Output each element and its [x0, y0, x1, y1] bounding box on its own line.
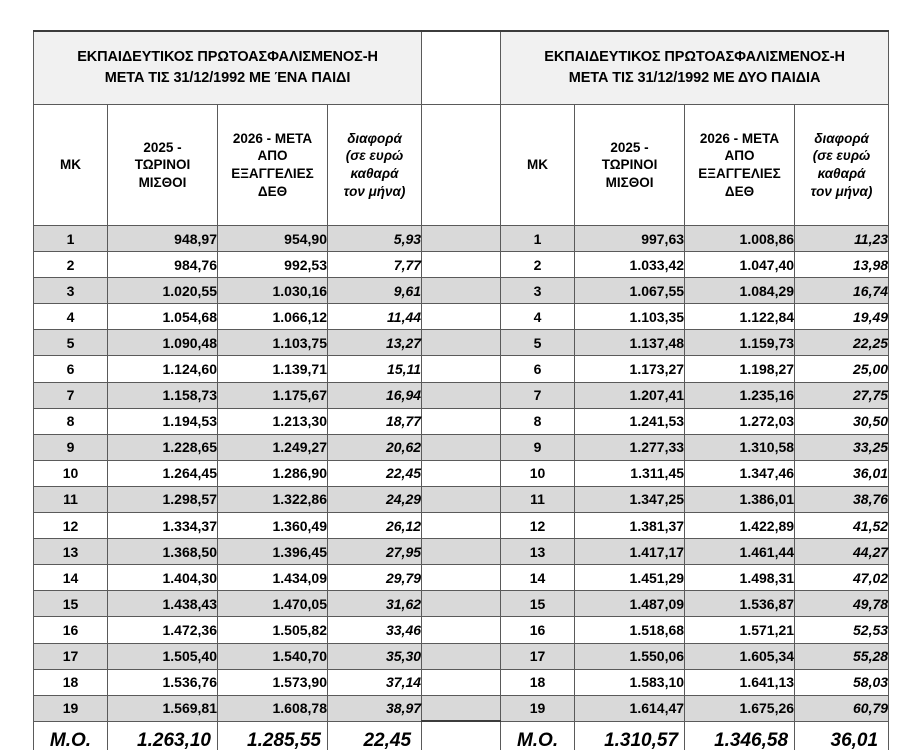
column-header-row — [34, 105, 889, 226]
cell-left-current: 1.368,50 — [108, 539, 218, 565]
spacer-cell — [422, 252, 501, 278]
cell-right-new: 1.571,21 — [685, 617, 795, 643]
colheader-left-new-line3: ΕΞΑΓΓΕΛΙΕΣ — [231, 166, 314, 181]
cell-left-new: 1.139,71 — [218, 356, 328, 382]
colheader-right-new-line1: 2026 - ΜΕΤΑ — [699, 130, 780, 146]
table-row — [34, 617, 889, 643]
cell-right-new: 1.008,86 — [685, 226, 795, 252]
cell-right-new: 1.422,89 — [685, 513, 795, 539]
cell-left-diff: 37,14 — [328, 669, 422, 695]
table-row — [34, 408, 889, 434]
spacer-cell — [422, 565, 501, 591]
cell-left-new: 1.608,78 — [218, 695, 328, 721]
cell-left-diff: 20,62 — [328, 434, 422, 460]
cell-right-new: 1.641,13 — [685, 669, 795, 695]
colheader-right-diff-line4: τον μήνα) — [810, 183, 873, 199]
cell-right-new: 1.122,84 — [685, 304, 795, 330]
cell-left-mk: 15 — [34, 591, 108, 617]
cell-left-mk: 11 — [34, 486, 108, 512]
cell-left-current: 1.054,68 — [108, 304, 218, 330]
cell-right-new: 1.272,03 — [685, 408, 795, 434]
cell-left-diff: 27,95 — [328, 539, 422, 565]
cell-right-mk: 13 — [501, 539, 575, 565]
table-row — [34, 513, 889, 539]
cell-right-diff: 44,27 — [795, 539, 889, 565]
table-row — [34, 669, 889, 695]
cell-right-current: 1.614,47 — [575, 695, 685, 721]
cell-left-mk: 10 — [34, 460, 108, 486]
cell-left-new: 1.396,45 — [218, 539, 328, 565]
cell-right-diff: 30,50 — [795, 408, 889, 434]
group-title-two-children — [501, 31, 889, 105]
cell-left-new: 1.286,90 — [218, 460, 328, 486]
cell-right-current: 1.103,35 — [575, 304, 685, 330]
table-row — [34, 434, 889, 460]
cell-left-current: 948,97 — [108, 226, 218, 252]
average-left-current: 1.263,10 — [108, 721, 218, 750]
table-row — [34, 695, 889, 721]
cell-left-mk: 18 — [34, 669, 108, 695]
average-right-diff: 36,01 — [795, 721, 889, 750]
colheader-left-new — [218, 105, 328, 226]
spacer-cell — [422, 591, 501, 617]
spacer-cell — [422, 226, 501, 252]
colheader-left-diff-line1: διαφορά — [347, 130, 402, 146]
cell-left-current: 1.124,60 — [108, 356, 218, 382]
cell-left-new: 1.030,16 — [218, 278, 328, 304]
cell-left-new: 1.066,12 — [218, 304, 328, 330]
table-row — [34, 539, 889, 565]
colheader-left-new-line1: 2026 - ΜΕΤΑ — [232, 130, 313, 146]
colheader-right-diff-line1: διαφορά — [814, 130, 869, 146]
cell-left-current: 1.228,65 — [108, 434, 218, 460]
cell-right-mk: 4 — [501, 304, 575, 330]
colheader-left-current-line3: ΜΙΣΘΟΙ — [138, 174, 187, 190]
cell-left-new: 1.249,27 — [218, 434, 328, 460]
table-row — [34, 565, 889, 591]
cell-right-new: 1.084,29 — [685, 278, 795, 304]
cell-right-mk: 19 — [501, 695, 575, 721]
table-row — [34, 460, 889, 486]
table-row — [34, 330, 889, 356]
cell-right-new: 1.347,46 — [685, 460, 795, 486]
cell-right-new: 1.386,01 — [685, 486, 795, 512]
group-title-one-child-line2: ΜΕΤΑ ΤΙΣ 31/12/1992 ΜΕ ΈΝΑ ΠΑΙΔΙ — [104, 70, 351, 86]
cell-right-new: 1.235,16 — [685, 382, 795, 408]
spacer-cell — [422, 695, 501, 721]
spacer-cell — [422, 408, 501, 434]
colheader-right-new — [685, 105, 795, 226]
cell-right-mk: 8 — [501, 408, 575, 434]
cell-right-mk: 7 — [501, 382, 575, 408]
cell-left-diff: 18,77 — [328, 408, 422, 434]
salary-comparison-table — [33, 30, 889, 750]
cell-left-current: 1.090,48 — [108, 330, 218, 356]
table-row — [34, 486, 889, 512]
colheader-right-current-line3: ΜΙΣΘΟΙ — [605, 174, 654, 190]
cell-right-mk: 2 — [501, 252, 575, 278]
cell-right-diff: 33,25 — [795, 434, 889, 460]
spacer-cell — [422, 513, 501, 539]
cell-left-current: 1.264,45 — [108, 460, 218, 486]
colheader-right-current — [575, 105, 685, 226]
cell-left-current: 1.194,53 — [108, 408, 218, 434]
cell-right-diff: 22,25 — [795, 330, 889, 356]
cell-left-diff: 7,77 — [328, 252, 422, 278]
table-row — [34, 356, 889, 382]
spacer-cell — [422, 278, 501, 304]
cell-right-diff: 25,00 — [795, 356, 889, 382]
cell-right-new: 1.675,26 — [685, 695, 795, 721]
cell-left-diff: 38,97 — [328, 695, 422, 721]
colheader-left-current — [108, 105, 218, 226]
spacer-cell — [422, 460, 501, 486]
spacer-cell-colheader — [422, 105, 501, 226]
cell-right-mk: 6 — [501, 356, 575, 382]
cell-right-diff: 19,49 — [795, 304, 889, 330]
cell-left-current: 1.569,81 — [108, 695, 218, 721]
cell-right-mk: 9 — [501, 434, 575, 460]
cell-right-current: 1.347,25 — [575, 486, 685, 512]
cell-right-current: 1.277,33 — [575, 434, 685, 460]
cell-right-current: 1.550,06 — [575, 643, 685, 669]
spacer-cell — [422, 643, 501, 669]
cell-left-mk: 9 — [34, 434, 108, 460]
cell-right-mk: 3 — [501, 278, 575, 304]
table-row — [34, 382, 889, 408]
cell-right-diff: 58,03 — [795, 669, 889, 695]
cell-left-mk: 2 — [34, 252, 108, 278]
cell-left-diff: 11,44 — [328, 304, 422, 330]
cell-left-mk: 14 — [34, 565, 108, 591]
spacer-cell — [422, 486, 501, 512]
cell-left-new: 992,53 — [218, 252, 328, 278]
cell-left-diff: 13,27 — [328, 330, 422, 356]
average-right-current: 1.310,57 — [575, 721, 685, 750]
cell-right-mk: 10 — [501, 460, 575, 486]
cell-left-new: 1.505,82 — [218, 617, 328, 643]
average-left-diff: 22,45 — [328, 721, 422, 750]
table-row — [34, 226, 889, 252]
average-row — [34, 721, 889, 750]
cell-left-current: 984,76 — [108, 252, 218, 278]
colheader-left-diff-line4: τον μήνα) — [343, 183, 406, 199]
cell-right-diff: 47,02 — [795, 565, 889, 591]
cell-left-diff: 5,93 — [328, 226, 422, 252]
cell-left-new: 1.470,05 — [218, 591, 328, 617]
cell-left-diff: 29,79 — [328, 565, 422, 591]
colheader-right-diff-line3: καθαρά — [817, 166, 866, 181]
cell-left-mk: 7 — [34, 382, 108, 408]
cell-left-mk: 17 — [34, 643, 108, 669]
colheader-right-current-line2: ΤΩΡΙΝΟΙ — [601, 157, 658, 173]
spacer-cell-title — [422, 31, 501, 105]
cell-left-current: 1.020,55 — [108, 278, 218, 304]
table-row — [34, 591, 889, 617]
table-row — [34, 278, 889, 304]
cell-left-mk: 13 — [34, 539, 108, 565]
cell-right-new: 1.198,27 — [685, 356, 795, 382]
cell-right-mk: 16 — [501, 617, 575, 643]
group-title-row — [34, 31, 889, 105]
spacer-cell-average — [422, 721, 501, 750]
colheader-left-current-line1: 2025 - — [143, 139, 182, 155]
colheader-right-new-line4: ΔΕΘ — [724, 183, 755, 199]
group-title-two-children-line2: ΜΕΤΑ ΤΙΣ 31/12/1992 ΜΕ ΔΥΟ ΠΑΙΔΙΑ — [568, 70, 821, 86]
cell-left-mk: 16 — [34, 617, 108, 643]
cell-right-current: 997,63 — [575, 226, 685, 252]
cell-right-diff: 38,76 — [795, 486, 889, 512]
colheader-left-current-line2: ΤΩΡΙΝΟΙ — [134, 157, 191, 173]
cell-right-new: 1.461,44 — [685, 539, 795, 565]
average-right-new: 1.346,58 — [685, 721, 795, 750]
cell-right-current: 1.487,09 — [575, 591, 685, 617]
cell-right-mk: 17 — [501, 643, 575, 669]
spacer-cell — [422, 382, 501, 408]
cell-left-new: 954,90 — [218, 226, 328, 252]
cell-left-diff: 15,11 — [328, 356, 422, 382]
cell-right-mk: 15 — [501, 591, 575, 617]
group-title-two-children-line1: ΕΚΠΑΙΔΕΥΤΙΚΟΣ ΠΡΩΤΟΑΣΦΑΛΙΣΜΕΝΟΣ-Η — [544, 48, 845, 65]
cell-right-current: 1.417,17 — [575, 539, 685, 565]
group-title-one-child — [34, 31, 422, 105]
cell-right-new: 1.498,31 — [685, 565, 795, 591]
average-left-label: Μ.Ο. — [34, 721, 108, 750]
cell-right-current: 1.137,48 — [575, 330, 685, 356]
cell-right-new: 1.536,87 — [685, 591, 795, 617]
cell-left-mk: 12 — [34, 513, 108, 539]
average-left-new: 1.285,55 — [218, 721, 328, 750]
cell-right-mk: 1 — [501, 226, 575, 252]
cell-left-current: 1.536,76 — [108, 669, 218, 695]
cell-left-diff: 22,45 — [328, 460, 422, 486]
spacer-cell — [422, 356, 501, 382]
cell-right-mk: 12 — [501, 513, 575, 539]
cell-left-new: 1.573,90 — [218, 669, 328, 695]
cell-right-mk: 14 — [501, 565, 575, 591]
colheader-left-new-line4: ΔΕΘ — [257, 183, 288, 199]
cell-left-diff: 9,61 — [328, 278, 422, 304]
cell-right-mk: 18 — [501, 669, 575, 695]
colheader-right-diff-line2: (σε ευρώ — [812, 148, 871, 164]
cell-left-new: 1.540,70 — [218, 643, 328, 669]
colheader-right-new-line3: ΕΞΑΓΓΕΛΙΕΣ — [698, 166, 781, 181]
cell-left-diff: 26,12 — [328, 513, 422, 539]
spacer-cell — [422, 434, 501, 460]
cell-right-new: 1.605,34 — [685, 643, 795, 669]
spacer-cell — [422, 669, 501, 695]
cell-right-diff: 52,53 — [795, 617, 889, 643]
cell-left-mk: 6 — [34, 356, 108, 382]
cell-left-new: 1.213,30 — [218, 408, 328, 434]
cell-left-mk: 8 — [34, 408, 108, 434]
cell-right-current: 1.311,45 — [575, 460, 685, 486]
cell-left-mk: 4 — [34, 304, 108, 330]
cell-right-current: 1.518,68 — [575, 617, 685, 643]
cell-right-new: 1.159,73 — [685, 330, 795, 356]
cell-left-current: 1.438,43 — [108, 591, 218, 617]
colheader-right-new-line2: ΑΠΟ — [724, 148, 755, 164]
colheader-left-mk: ΜΚ — [34, 105, 108, 226]
cell-right-diff: 60,79 — [795, 695, 889, 721]
cell-right-diff: 11,23 — [795, 226, 889, 252]
cell-left-current: 1.298,57 — [108, 486, 218, 512]
cell-right-current: 1.173,27 — [575, 356, 685, 382]
colheader-left-diff-line2: (σε ευρώ — [345, 148, 404, 164]
cell-left-current: 1.472,36 — [108, 617, 218, 643]
cell-left-mk: 3 — [34, 278, 108, 304]
cell-left-new: 1.175,67 — [218, 382, 328, 408]
cell-right-current: 1.583,10 — [575, 669, 685, 695]
cell-left-mk: 19 — [34, 695, 108, 721]
cell-left-diff: 16,94 — [328, 382, 422, 408]
cell-right-current: 1.207,41 — [575, 382, 685, 408]
spacer-cell — [422, 539, 501, 565]
table-row — [34, 643, 889, 669]
cell-left-mk: 1 — [34, 226, 108, 252]
table-row — [34, 304, 889, 330]
cell-left-current: 1.334,37 — [108, 513, 218, 539]
colheader-left-new-line2: ΑΠΟ — [257, 148, 288, 164]
cell-right-diff: 27,75 — [795, 382, 889, 408]
cell-right-diff: 13,98 — [795, 252, 889, 278]
cell-left-current: 1.158,73 — [108, 382, 218, 408]
table-row — [34, 252, 889, 278]
table-body — [34, 31, 889, 750]
cell-right-diff: 36,01 — [795, 460, 889, 486]
cell-right-current: 1.067,55 — [575, 278, 685, 304]
cell-left-new: 1.360,49 — [218, 513, 328, 539]
cell-right-current: 1.381,37 — [575, 513, 685, 539]
cell-left-current: 1.404,30 — [108, 565, 218, 591]
colheader-left-diff-line3: καθαρά — [350, 166, 399, 181]
cell-left-diff: 31,62 — [328, 591, 422, 617]
spacer-cell — [422, 617, 501, 643]
cell-right-current: 1.033,42 — [575, 252, 685, 278]
cell-left-diff: 24,29 — [328, 486, 422, 512]
cell-right-mk: 11 — [501, 486, 575, 512]
colheader-right-diff — [795, 105, 889, 226]
cell-right-diff: 16,74 — [795, 278, 889, 304]
cell-right-diff: 41,52 — [795, 513, 889, 539]
spacer-cell — [422, 304, 501, 330]
cell-left-diff: 35,30 — [328, 643, 422, 669]
cell-right-mk: 5 — [501, 330, 575, 356]
cell-right-new: 1.047,40 — [685, 252, 795, 278]
colheader-left-diff — [328, 105, 422, 226]
cell-left-mk: 5 — [34, 330, 108, 356]
group-title-one-child-line1: ΕΚΠΑΙΔΕΥΤΙΚΟΣ ΠΡΩΤΟΑΣΦΑΛΙΣΜΕΝΟΣ-Η — [77, 48, 378, 65]
colheader-right-mk: ΜΚ — [501, 105, 575, 226]
cell-right-diff: 49,78 — [795, 591, 889, 617]
spacer-cell — [422, 330, 501, 356]
cell-right-diff: 55,28 — [795, 643, 889, 669]
average-right-label: Μ.Ο. — [501, 721, 575, 750]
colheader-right-current-line1: 2025 - — [610, 139, 649, 155]
cell-left-new: 1.322,86 — [218, 486, 328, 512]
cell-right-current: 1.451,29 — [575, 565, 685, 591]
cell-left-diff: 33,46 — [328, 617, 422, 643]
cell-right-current: 1.241,53 — [575, 408, 685, 434]
cell-left-current: 1.505,40 — [108, 643, 218, 669]
cell-left-new: 1.434,09 — [218, 565, 328, 591]
cell-left-new: 1.103,75 — [218, 330, 328, 356]
cell-right-new: 1.310,58 — [685, 434, 795, 460]
